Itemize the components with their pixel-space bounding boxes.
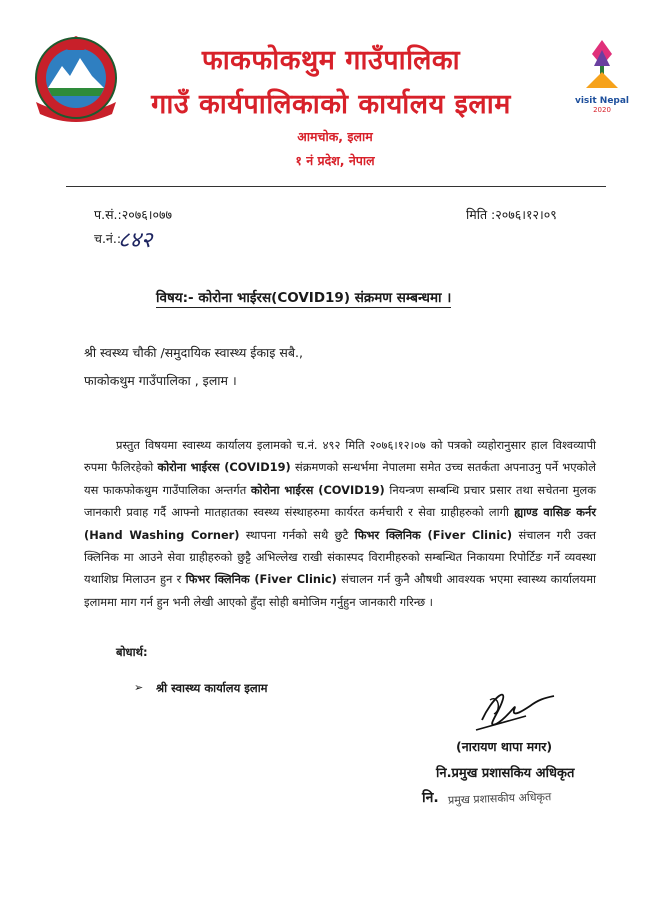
chalani-number-handwritten: ८४२ (118, 228, 153, 253)
chalani-label: च.नं.: (94, 231, 122, 246)
letter-body (84, 434, 596, 613)
body-bold-5: फिभर क्लिनिक (Fiver Clinic) (185, 572, 337, 587)
visit-nepal-year: 2020 (593, 106, 611, 114)
handwritten-signature (468, 680, 568, 736)
body-text-1: प्रस्तुत विषयमा स्वास्थ्य कार्यालय इलामको च.नं. ४९२ मिति २०७६।१२।०७ को पत्रको व्यहोरानुसार हाल विश्वव्यापी रुपमा फैलिरहेको (84, 438, 596, 475)
recipient-line1: श्री स्वस्थ्य चौकी /समुदायिक स्वास्थ्य ईकाइ सबै., (84, 345, 303, 360)
patra-sankhya: प.सं.:२०७६।०७७ (94, 207, 172, 222)
body-bold-2: कोरोना भाईरस (COVID19) (250, 482, 385, 497)
org-name-line1: फाकफोकथुम गाउँपालिका (201, 45, 461, 76)
letter-date: मिति :२०७६।१२।०९ (466, 207, 557, 222)
header-divider (66, 186, 606, 187)
body-bold-3: ह्याण्ड वासिङ कर्नर (Hand Washing Corner) (84, 505, 596, 542)
visit-nepal-text: visit Nepal (574, 96, 630, 106)
body-text-3: नियन्त्रण सम्बन्धि प्रचार प्रसार तथा सचेतना मुलक जानकारी प्रवाह गर्दै आफ्नो मातहातका स्वस्थ्य संस्थाहरुमा कार्यरत कर्मचारी र सेवा ग्राहीहरुको लागी (84, 482, 596, 520)
cc-item: श्री स्वास्थ्य कार्यालय इलाम (156, 681, 268, 695)
body-text-5: संचालन गरी उक्त क्लिनिक मा आउने सेवा ग्राहीहरुको छुट्टै अभिल्लेख राखी संकास्पद विरामीहरुको सम्बन्धित निकायमा रिपोर्टिङ गर्ने व्यवस्था यथाशिघ्र मिलाउन हुन र (84, 527, 597, 587)
subject-line: विषय:- कोरोना भाईरस(COVID19) संक्रमण सम्बन्धमा । (156, 290, 452, 306)
official-stamp: प्रमुख प्रशासकीय अधिकृत (447, 790, 552, 807)
cc-bullet-icon: ➢ (134, 681, 144, 694)
stamp-prefix: नि. (422, 790, 439, 806)
signatory-name: (नारायण थापा मगर) (456, 739, 553, 754)
body-bold-1: कोरोना भाईरस (COVID19) (157, 460, 291, 475)
body-text-4: स्थापना गर्नको सथै छुटै (239, 527, 355, 542)
visit-nepal-icon (572, 36, 632, 92)
org-name-line2: गाउँ कार्यपालिकाको कार्यालय इलाम (151, 89, 511, 120)
visit-nepal-logo (572, 36, 632, 116)
address-line1: आमचोक, इलाम (297, 129, 373, 144)
body-text-6: संचालन गर्न कुनै औषधी आवश्यक भएमा स्वास्थ्य कार्यालयमा इलाममा माग गर्न हुन भनी लेखी आएको हुँदा सोही बमोजिम गर्नुहुन जानकारी गरिन्छ । (84, 572, 597, 609)
body-text-2: संक्रमणको सन्धर्भमा नेपालमा समेत उच्च सतर्कता अपनाउनु पर्ने भएकोले यस फाकफोकथुम गाउँपालिका अन्तर्गत (84, 460, 596, 497)
signatory-title: नि.प्रमुख प्रशासकिय अधिकृत (436, 766, 575, 781)
body-bold-4: फिभर क्लिनिक (Fiver Clinic) (354, 527, 513, 542)
cc-label: बोधार्थ: (116, 645, 148, 659)
address-line2: १ नं प्रदेश, नेपाल (295, 153, 375, 168)
recipient-line2: फाकोकथुम गाउँपालिका , इलाम । (84, 373, 237, 388)
